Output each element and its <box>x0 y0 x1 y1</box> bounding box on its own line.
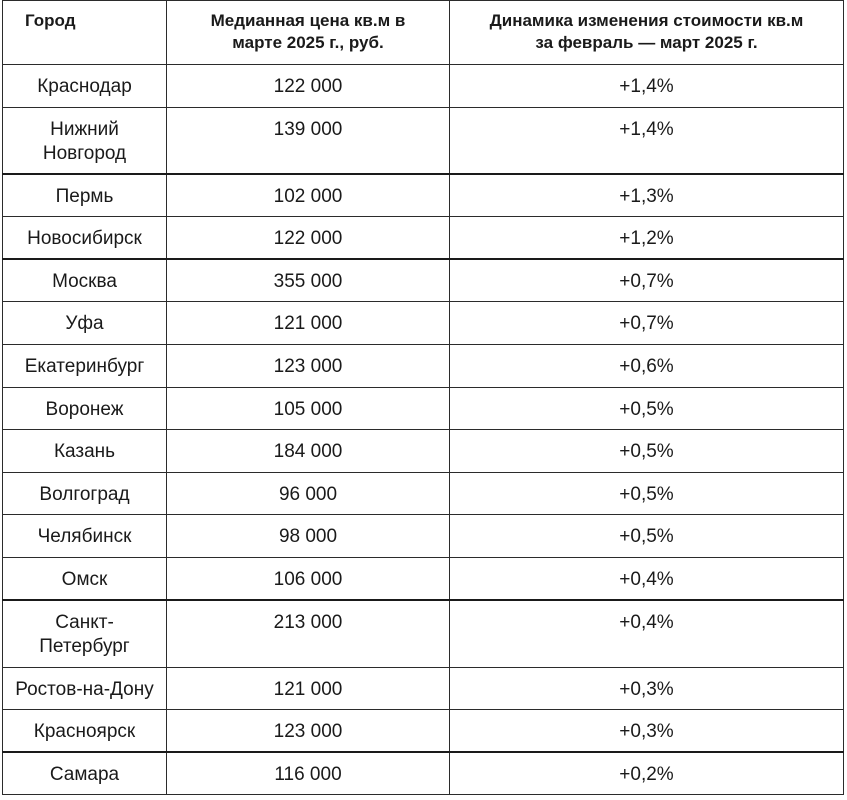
cell-city <box>3 430 167 473</box>
cell-change: +1,4% <box>450 107 844 174</box>
header-price-line-2: марте 2025 г., руб. <box>232 33 384 52</box>
cell-city <box>3 107 167 174</box>
cell-price: 122 000 <box>167 65 450 108</box>
cell-city <box>3 557 167 600</box>
city-name-line: Екатеринбург <box>24 355 145 377</box>
table-row <box>3 302 844 345</box>
city-name-line: Новосибирск <box>27 228 142 250</box>
price-table <box>2 0 844 795</box>
city-name-line: Волгоград <box>39 483 130 505</box>
header-price <box>167 1 450 65</box>
cell-price: 355 000 <box>167 259 450 302</box>
header-city <box>3 1 167 65</box>
header-price-line-1: Медианная цена кв.м в <box>210 11 406 30</box>
table-row <box>3 472 844 515</box>
cell-price: 123 000 <box>167 710 450 753</box>
cell-city <box>3 387 167 430</box>
cell-price: 122 000 <box>167 217 450 260</box>
cell-price: 106 000 <box>167 557 450 600</box>
cell-change: +0,5% <box>450 472 844 515</box>
city-name-line: Самара <box>49 764 120 786</box>
cell-city <box>3 344 167 387</box>
city-name-line: Уфа <box>65 313 104 335</box>
city-name-line: Петербург <box>39 636 130 658</box>
table-row <box>3 259 844 302</box>
cell-price: 98 000 <box>167 515 450 558</box>
table-header-row <box>3 1 844 65</box>
table-row <box>3 107 844 174</box>
cell-price: 121 000 <box>167 667 450 710</box>
cell-city <box>3 600 167 667</box>
cell-price: 121 000 <box>167 302 450 345</box>
table-row <box>3 65 844 108</box>
cell-city <box>3 302 167 345</box>
city-name-line: Новгород <box>42 142 127 164</box>
city-name-line: Челябинск <box>37 526 132 548</box>
header-change-line-2: за февраль — март 2025 г. <box>535 33 758 52</box>
cell-city <box>3 667 167 710</box>
cell-city <box>3 217 167 260</box>
cell-change: +1,4% <box>450 65 844 108</box>
cell-city <box>3 65 167 108</box>
cell-price: 96 000 <box>167 472 450 515</box>
table-row <box>3 344 844 387</box>
price-table-container <box>2 0 843 795</box>
city-name-line: Воронеж <box>45 398 124 420</box>
cell-change: +0,5% <box>450 515 844 558</box>
table-row <box>3 710 844 753</box>
cell-price: 123 000 <box>167 344 450 387</box>
cell-change: +0,7% <box>450 302 844 345</box>
cell-change: +0,4% <box>450 557 844 600</box>
city-name-line: Москва <box>52 271 117 293</box>
city-name-line: Санкт- <box>55 612 114 634</box>
cell-change: +0,6% <box>450 344 844 387</box>
table-body <box>3 65 844 795</box>
table-row <box>3 515 844 558</box>
cell-city <box>3 472 167 515</box>
table-row <box>3 217 844 260</box>
city-name-line: Краснодар <box>37 76 132 97</box>
cell-price: 105 000 <box>167 387 450 430</box>
table-row <box>3 387 844 430</box>
header-city-label: Город <box>25 11 76 30</box>
cell-price: 184 000 <box>167 430 450 473</box>
cell-change: +0,5% <box>450 430 844 473</box>
cell-change: +0,4% <box>450 600 844 667</box>
table-row <box>3 667 844 710</box>
cell-price: 213 000 <box>167 600 450 667</box>
header-change-line-1: Динамика изменения стоимости кв.м <box>489 11 804 30</box>
cell-price: 102 000 <box>167 174 450 217</box>
cell-price: 116 000 <box>167 752 450 795</box>
cell-city <box>3 259 167 302</box>
table-row <box>3 430 844 473</box>
cell-city <box>3 515 167 558</box>
cell-city <box>3 710 167 753</box>
cell-change: +0,5% <box>450 387 844 430</box>
cell-change: +1,2% <box>450 217 844 260</box>
cell-change: +1,3% <box>450 174 844 217</box>
cell-change: +0,7% <box>450 259 844 302</box>
cell-change: +0,2% <box>450 752 844 795</box>
cell-change: +0,3% <box>450 667 844 710</box>
table-row <box>3 174 844 217</box>
cell-change: +0,3% <box>450 710 844 753</box>
table-row <box>3 752 844 795</box>
cell-city <box>3 174 167 217</box>
city-name-line: Нижний <box>50 118 119 140</box>
cell-city <box>3 752 167 795</box>
city-name-line: Ростов-на-Дону <box>15 678 154 700</box>
cell-price: 139 000 <box>167 107 450 174</box>
city-name-line: Омск <box>61 568 108 590</box>
city-name-line: Пермь <box>55 186 114 208</box>
city-name-line: Красноярск <box>33 721 136 743</box>
table-row <box>3 557 844 600</box>
table-row <box>3 600 844 667</box>
header-change <box>450 1 844 65</box>
city-name-line: Казань <box>53 441 116 463</box>
